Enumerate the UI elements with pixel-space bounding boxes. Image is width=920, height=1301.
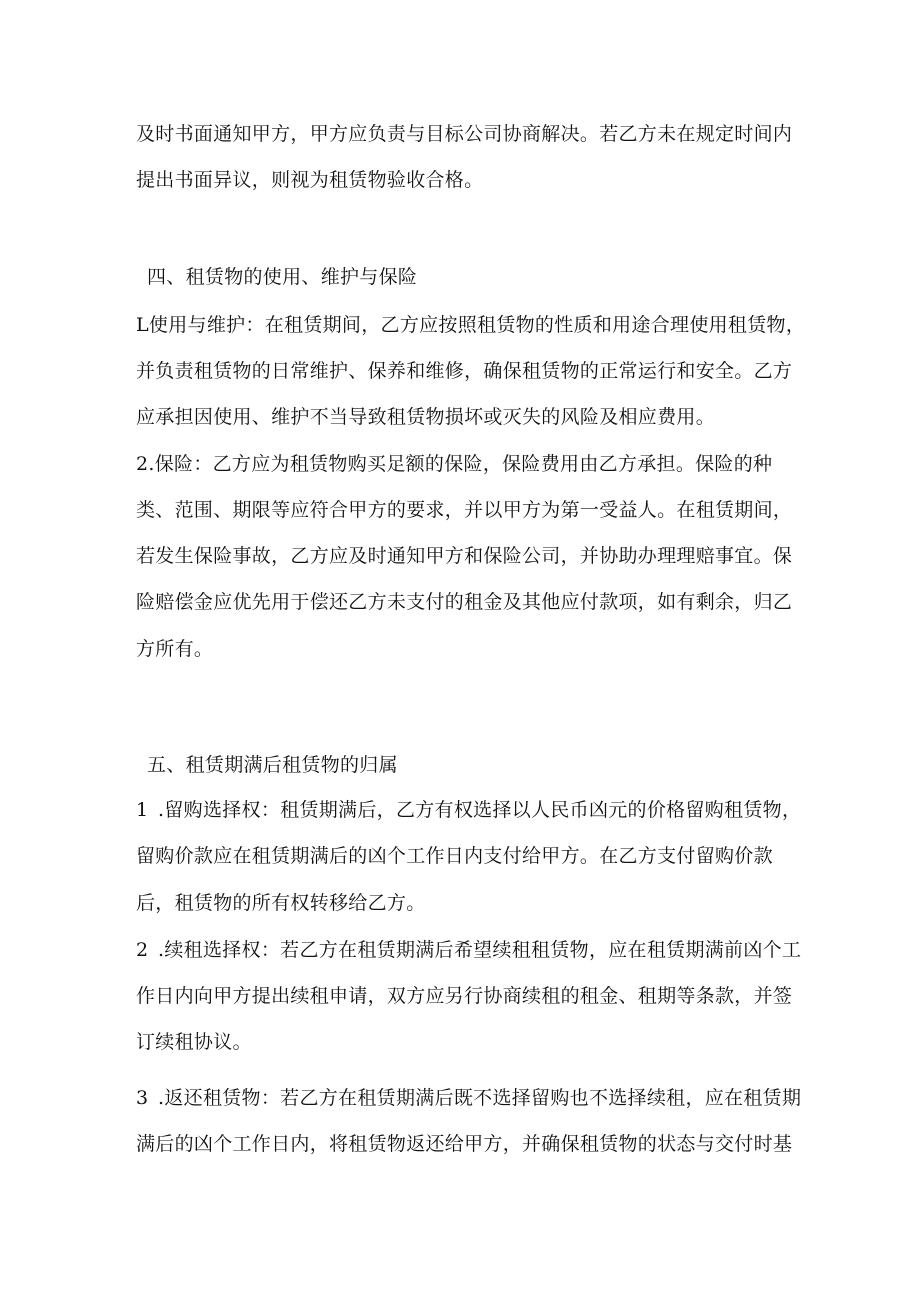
text-line: 险赔偿金应优先用于偿还乙方未支付的租金及其他应付款项，如有剩余，归乙 bbox=[136, 591, 793, 613]
text-line: .续租选择权：若乙方在租赁期满后希望续租租赁物，应在租赁期满前凶个工 bbox=[158, 939, 802, 961]
text-line: 留购价款应在租赁期满后的凶个工作日内支付给甲方。在乙方支付留购价款 bbox=[136, 845, 773, 867]
text-line: 应承担因使用、维护不当导致租赁物损坏或灭失的风险及相应费用。 bbox=[136, 406, 716, 428]
text-line: 类、范围、期限等应符合甲方的要求，并以甲方为第一受益人。在租赁期间， bbox=[136, 499, 793, 521]
text-line: 2.保险：乙方应为租赁物购买足额的保险，保险费用由乙方承担。保险的种 bbox=[136, 453, 773, 475]
text-line: L使用与维护：在租赁期间，乙方应按照租赁物的性质和用途合理使用租赁物， bbox=[136, 314, 806, 336]
text-line: .返还租赁物：若乙方在租赁期满后既不选择留购也不选择续租，应在租赁期 bbox=[158, 1087, 802, 1109]
text-line: 若发生保险事故，乙方应及时通知甲方和保险公司，并协助办理理赔事宜。保 bbox=[136, 545, 793, 567]
text-line: 作日内向甲方提出续租申请，双方应另行协商续租的租金、租期等条款，并签 bbox=[136, 985, 793, 1007]
text-line: .留购选择权：租赁期满后，乙方有权选择以人民币凶元的价格留购租赁物， bbox=[158, 799, 802, 821]
text-line: 并负责租赁物的日常维护、保养和维修，确保租赁物的正常运行和安全。乙方 bbox=[136, 360, 793, 382]
text-line: 订续租协议。 bbox=[136, 1031, 252, 1053]
text-line: 满后的凶个工作日内，将租赁物返还给甲方，并确保租赁物的状态与交付时基 bbox=[136, 1133, 793, 1155]
text-line: 提出书面异议，则视为租赁物验收合格。 bbox=[136, 169, 484, 191]
section-heading: 五、租赁期满后租赁物的归属 bbox=[147, 754, 398, 776]
text-line: 方所有。 bbox=[136, 638, 214, 660]
item-number: 1 bbox=[136, 799, 149, 821]
text-line: 及时书面通知甲方，甲方应负责与目标公司协商解决。若乙方未在规定时间内 bbox=[136, 123, 793, 145]
text-line: 后，租赁物的所有权转移给乙方。 bbox=[136, 892, 426, 914]
item-number: 2 bbox=[136, 939, 149, 961]
item-number: 3 bbox=[136, 1087, 149, 1109]
section-heading: 四、租赁物的使用、维护与保险 bbox=[147, 266, 418, 288]
